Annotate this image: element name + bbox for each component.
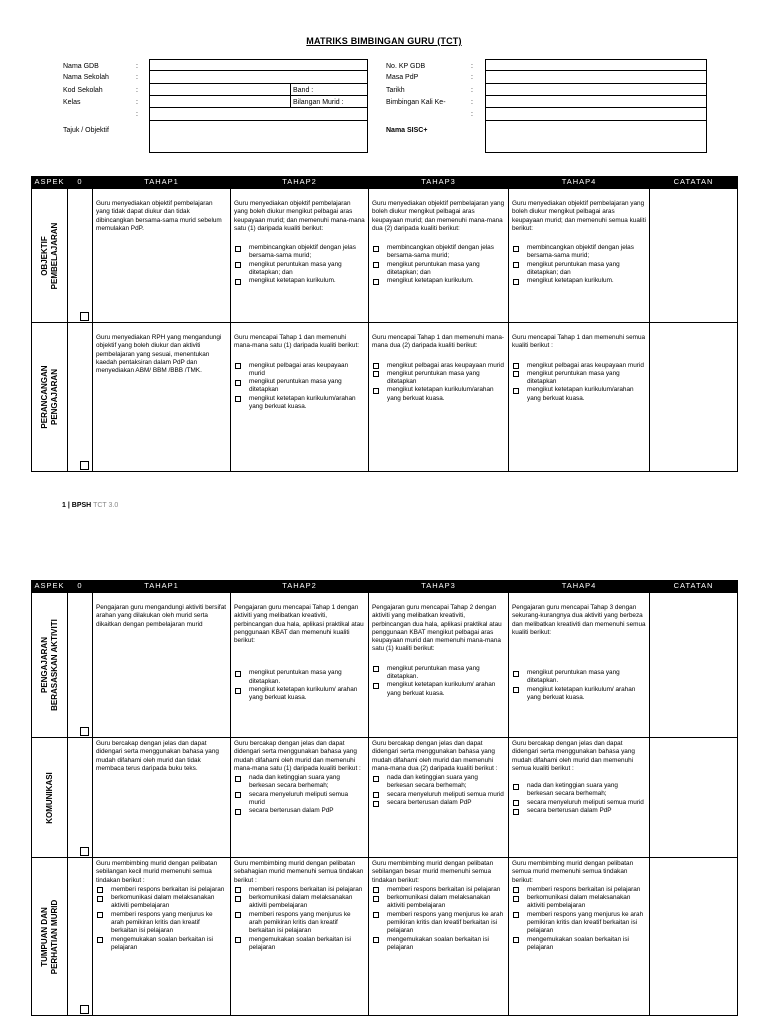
table-row: OBJEKTIF PEMBELAJARAN Guru menyediakan objektif pembelajaran yang tidak dapat diukur dan tidak dibincangkan bersama-sama murid sebelum memulakan PdP. Guru menyediakan objektif pembelajaran yang boleh diukur mengikut pelbagai aras keupayaan murid; dan memenuhi mana-mana satu (1) daripada kualiti berikut: membincangkan objektif dengan jelas bersama-sama murid; mengikut peruntukan masa yang ditetapkan; dan mengikut ketetapan kurikulum. Guru menyediakan objektif pembelajaran yang boleh diukur mengikut pelbagai aras keupayaan murid; dan memenuhi mana-mana dua (2) daripada kualiti berikut: membincangkan objektif dengan jelas bersama-sama murid; mengikut peruntukan masa yang ditetapkan; dan mengikut ketetapan kurikulum. Guru menyediakan objektif pembelajaran yang boleh diukur mengikut pelbagai aras keupayaan murid; dan memenuhi semua kualiti berikut: membincangkan objektif dengan jelas bersama-sama murid; mengikut peruntukan masa yang ditetapkan; dan mengikut ketetapan kurikulum. bbox=[32, 189, 738, 323]
colon: : bbox=[136, 111, 138, 118]
col-zero: 0 bbox=[68, 177, 93, 189]
col-zero: 0 bbox=[68, 581, 93, 593]
colon: : bbox=[471, 87, 473, 94]
col-tahap3: TAHAP3 bbox=[369, 177, 509, 189]
aspek-cell: TUMPUAN DAN PERHATIAN MURID bbox=[32, 858, 68, 1016]
field-masa-pdp[interactable] bbox=[485, 71, 707, 84]
catatan-cell[interactable] bbox=[650, 593, 738, 738]
colon: : bbox=[136, 74, 138, 81]
table-row: KOMUNIKASI Guru bercakap dengan jelas dan dapat didengari serta menggunakan bahasa yang mudah difahami oleh murid dan tidak membaca terus daripada buku teks. Guru bercakap dengan jelas dan dapat didengari serta menggunakan bahasa yang mudah difahami oleh murid dan memenuhi mana-mana satu (1) daripada kualiti berikut : nada dan ketinggian suara yang berkesan secara berhemah; secara menyeluruh meliputi semua murid secara berterusan dalam PdP Guru bercakap dengan jelas dan dapat didengari serta menggunakan bahasa yang mudah difahami oleh murid dan memenuhi mana-mana dua (2) daripada kualiti berikut : nada dan ketinggian suara yang berkesan secara berhemah; secara menyeluruh meliputi semua murid secara berterusan dalam PdP Guru bercakap dengan jelas dan dapat didengari serta menggunakan bahasa yang mudah difahami oleh murid dan memenuhi semua kualiti berikut : nada dan ketinggian suara yang berkesan secara berhemah; secara menyeluruh meliputi semua murid secara berterusan dalam PdP bbox=[32, 738, 738, 858]
aspek-cell: PERANCANGAN PENGAJARAN bbox=[32, 323, 68, 472]
label-kelas: Kelas bbox=[63, 99, 81, 106]
col-aspek: ASPEK bbox=[32, 177, 68, 189]
score-checkbox[interactable] bbox=[80, 847, 89, 856]
field-nama-sekolah[interactable] bbox=[149, 71, 368, 84]
col-tahap2: TAHAP2 bbox=[231, 177, 369, 189]
matrix-table-2 bbox=[31, 580, 738, 1016]
label-kod-sekolah: Kod Sekolah bbox=[63, 87, 103, 94]
colon: : bbox=[471, 99, 473, 106]
score-checkbox[interactable] bbox=[80, 1005, 89, 1014]
colon: : bbox=[471, 74, 473, 81]
colon: : bbox=[471, 63, 473, 70]
field-tarikh[interactable] bbox=[485, 84, 707, 96]
score-checkbox[interactable] bbox=[80, 727, 89, 736]
table-row: PENGAJARAN BERASASKAN AKTIVITI Pengajaran guru mengandungi aktiviti bersifat arahan yang dilakukan oleh murid serta dikaitkan dengan pembelajaran murid Pengajaran guru mencapai Tahap 1 dengan aktiviti yang melibatkan kreativiti, perbincangan dua hala, aplikasi praktikal atau penggunaan KBAT dan memenuhi kualiti berikut: mengikut peruntukan masa yang ditetapkan. mengikut ketetapan kurikulum/ arahan yang berkuat kuasa. Pengajaran guru mencapai Tahap 2 dengan aktiviti yang melibatkan kreativiti, perbincangan dua hala, aplikasi praktikal atau penggunaan KBAT mengikut pelbagai aras keupayaan murid dan memenuhi mana-mana satu (1) kualiti berikut: mengikut peruntukan masa yang ditetapkan. mengikut ketetapan kurikulum/ arahan yang berkuat kuasa. Pengajaran guru mencapai Tahap 3 dengan sekurang-kurangnya dua aktiviti yang berbeza dan melibatkan kreativiti dan memenuhi semua kualiti berikut: mengikut peruntukan masa yang ditetapkan. mengikut ketetapan kurikulum/ arahan yang berkuat kuasa. bbox=[32, 593, 738, 738]
field-kod-sekolah[interactable] bbox=[149, 84, 368, 96]
field-nama-gdb[interactable] bbox=[149, 59, 368, 71]
colon: : bbox=[136, 87, 138, 94]
col-tahap4: TAHAP4 bbox=[509, 177, 650, 189]
label-bilangan-murid: Bilangan Murid : bbox=[293, 99, 344, 106]
score-checkbox[interactable] bbox=[80, 312, 89, 321]
colon: : bbox=[136, 63, 138, 70]
col-tahap1: TAHAP1 bbox=[93, 581, 231, 593]
matrix-table-1 bbox=[31, 176, 738, 472]
catatan-cell[interactable] bbox=[650, 323, 738, 472]
label-bimbingan-kali: Bimbingan Kali Ke- bbox=[386, 99, 446, 106]
col-tahap4: TAHAP4 bbox=[509, 581, 650, 593]
aspek-cell: OBJEKTIF PEMBELAJARAN bbox=[32, 189, 68, 323]
label-no-kp-gdb: No. KP GDB bbox=[386, 63, 426, 70]
page-footer: 1 | BPSH TCT 3.0 bbox=[62, 502, 119, 509]
col-aspek: ASPEK bbox=[32, 581, 68, 593]
field-no-kp-gdb[interactable] bbox=[485, 59, 707, 71]
catatan-cell[interactable] bbox=[650, 189, 738, 323]
col-catatan: CATATAN bbox=[650, 581, 738, 593]
col-catatan: CATATAN bbox=[650, 177, 738, 189]
col-tahap1: TAHAP1 bbox=[93, 177, 231, 189]
label-tarikh: Tarikh bbox=[386, 87, 405, 94]
aspek-cell: KOMUNIKASI bbox=[32, 738, 68, 858]
label-masa-pdp: Masa PdP bbox=[386, 74, 419, 81]
label-nama-gdb: Nama GDB bbox=[63, 63, 99, 70]
catatan-cell[interactable] bbox=[650, 858, 738, 1016]
aspek-cell: PENGAJARAN BERASASKAN AKTIVITI bbox=[32, 593, 68, 738]
label-tajuk-objektif: Tajuk / Objektif bbox=[63, 127, 109, 134]
field-extra-right[interactable] bbox=[485, 108, 707, 121]
document-title: MATRIKS BIMBINGAN GURU (TCT) bbox=[306, 36, 462, 46]
label-nama-sekolah: Nama Sekolah bbox=[63, 74, 109, 81]
field-extra[interactable] bbox=[149, 108, 368, 121]
label-nama-sisc: Nama SISC+ bbox=[386, 127, 428, 134]
score-checkbox[interactable] bbox=[80, 461, 89, 470]
table-row: PERANCANGAN PENGAJARAN Guru menyediakan RPH yang mengandungi objektif yang boleh diukur dan aktiviti pembelajaran yang sesuai, menentukan kaedah pentaksiran dalam PdP dan menyediakan ABM/ BBM /BBB /TMK. Guru mencapai Tahap 1 dan memenuhi mana-mana satu (1) daripada kualiti berikut: mengikut pelbagai aras keupayaan murid mengikut peruntukan masa yang ditetapkan mengikut ketetapan kurikulum/arahan yang berkuat kuasa. Guru mencapai Tahap 1 dan memenuhi mana-mana dua (2) daripada kualiti berikut: mengikut pelbagai aras keupayaan murid mengikut peruntukan masa yang ditetapkan mengikut ketetapan kurikulum/arahan yang berkuat kuasa. Guru mencapai Tahap 1 dan memenuhi semua kualiti berikut : mengikut pelbagai aras keupayaan murid mengikut peruntukan masa yang ditetapkan mengikut ketetapan kurikulum/arahan yang berkuat kuasa. bbox=[32, 323, 738, 472]
col-tahap2: TAHAP2 bbox=[231, 581, 369, 593]
colon: : bbox=[136, 99, 138, 106]
colon: : bbox=[471, 111, 473, 118]
table-row: TUMPUAN DAN PERHATIAN MURID Guru membimbing murid dengan pelibatan sebilangan kecil murid memenuhi semua tindakan berikut : memberi respons berkaitan isi pelajaran berkomunikasi dalam melaksanakan aktiviti pembelajaran memberi respons yang menjurus ke arah pemikiran kritis dan kreatif berkaitan isi pelajaran mengemukakan soalan berkaitan isi pelajaran Guru membimbing murid dengan pelibatan sebahagian murid memenuhi semua tindakan berikut : memberi respons berkaitan isi pelajaran berkomunikasi dalam melaksanakan aktiviti pembelajaran memberi respons yang menjurus ke arah pemikiran kritis dan kreatif berkaitan isi pelajaran mengemukakan soalan berkaitan isi pelajaran Guru membimbing murid dengan pelibatan sebilangan besar murid memenuhi semua tindakan berikut: memberi respons berkaitan isi pelajaran berkomunikasi dalam melaksanakan aktiviti pembelajaran memberi respons yang menjurus ke arah pemikiran kritis dan kreatif berkaitan isi pelajaran mengemukakan soalan berkaitan isi pelajaran Guru membimbing murid dengan pelibatan semua murid memenuhi semua tindakan berikut: memberi respons berkaitan isi pelajaran berkomunikasi dalam melaksanakan aktiviti pembelajaran memberi respons yang menjurus ke arah pemikiran kritis dan kreatif berkaitan isi pelajaran mengemukakan soalan berkaitan isi pelajaran bbox=[32, 858, 738, 1016]
field-bimbingan-kali[interactable] bbox=[485, 96, 707, 108]
catatan-cell[interactable] bbox=[650, 738, 738, 858]
label-band: Band : bbox=[293, 87, 314, 94]
col-tahap3: TAHAP3 bbox=[369, 581, 509, 593]
